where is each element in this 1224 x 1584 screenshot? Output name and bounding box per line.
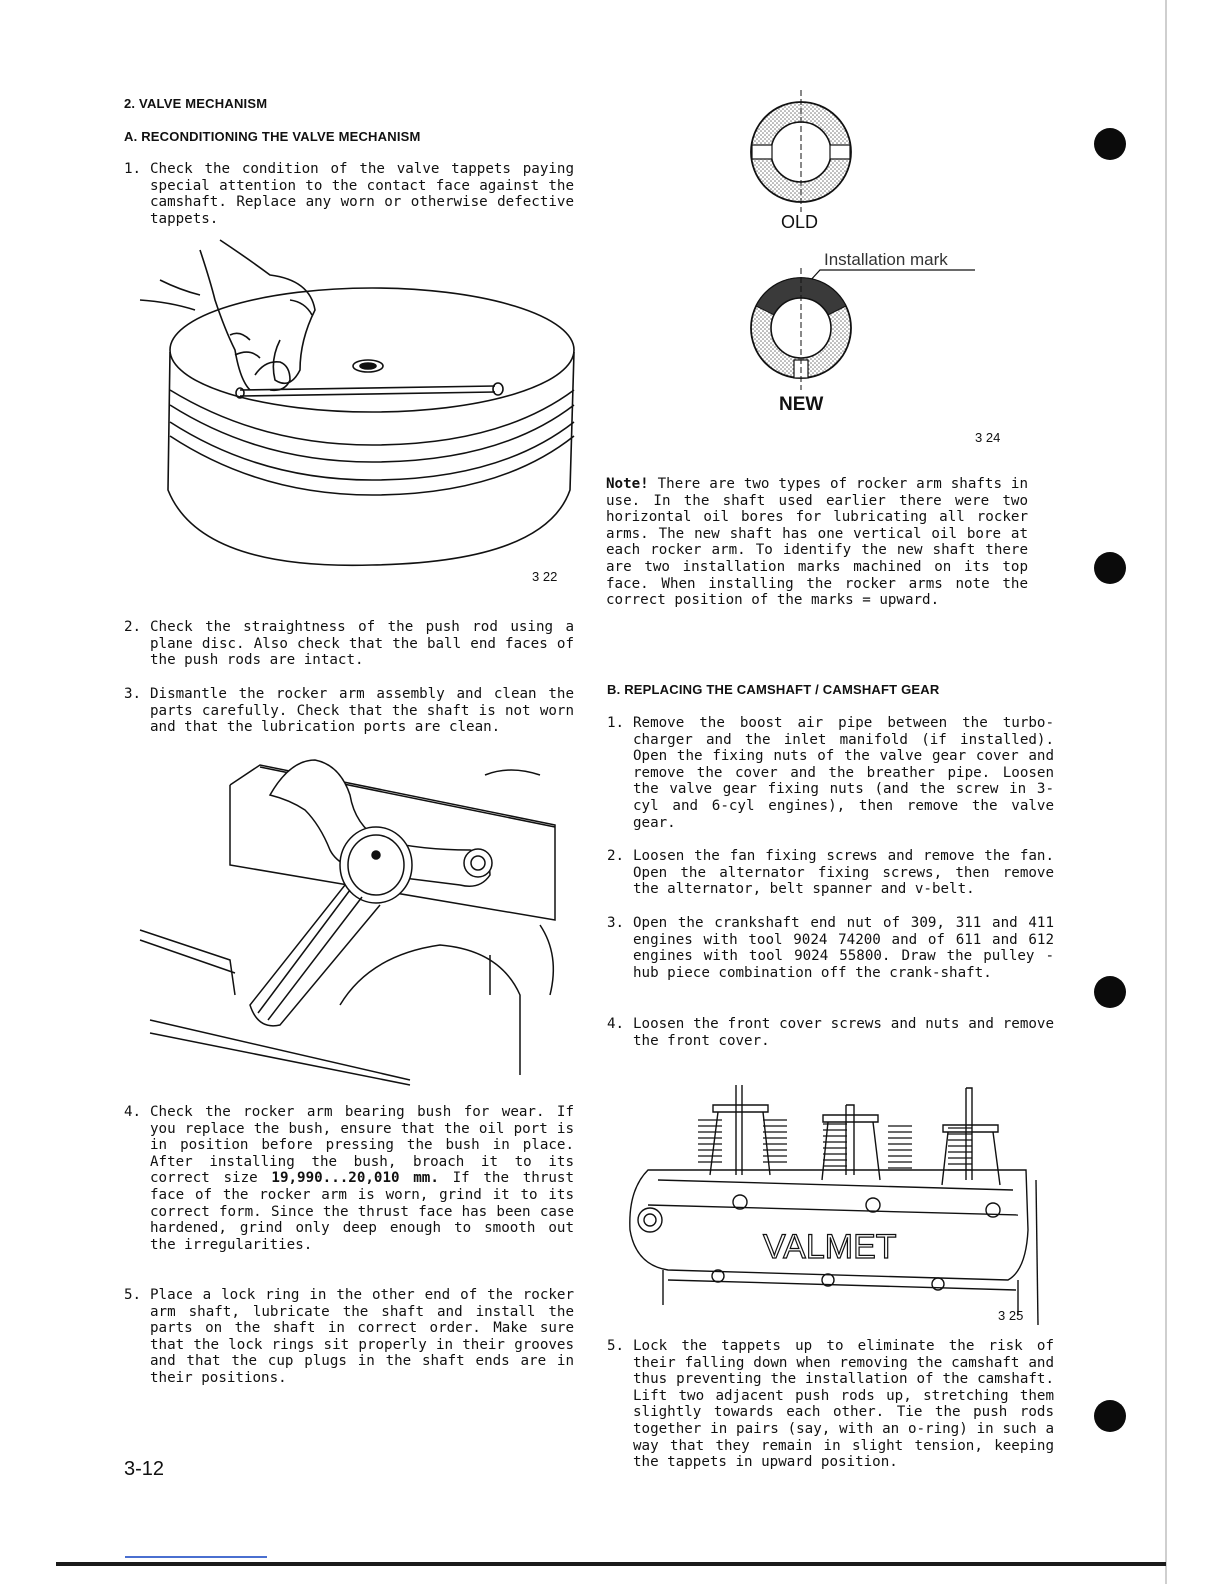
left-item-1-text: Check the condition of the valve tappets paying special attention to the contact face against the camshaft. Replace any worn or otherwise defective tappets.: [150, 161, 574, 227]
left-item-5-text: Place a lock ring in the other end of the rocker arm shaft, lubricate the shaft and install the parts on the shaft in correct order. Make sure that the lock rings sit properly in their grooves and that the cup plugs in the shaft ends are in their positions.: [150, 1287, 574, 1386]
left-item-5: [124, 1287, 574, 1387]
right-item-3: [607, 915, 1054, 981]
new-shaft-cross-section: [748, 268, 858, 388]
right-item-2-text: Loosen the fan fixing screws and remove the fan. Open the alternator fixing screws, then remove the alternator, belt spanner and v-belt.: [633, 848, 1054, 898]
note-paragraph: [606, 476, 1028, 609]
rocker-arm-illustration: [140, 755, 565, 1085]
left-item-3-text: Dismantle the rocker arm assembly and clean the parts carefully. Check that the shaft is not worn and that the lubrication ports are clean.: [150, 686, 574, 736]
binder-hole-1: [1094, 128, 1126, 160]
new-shaft-label: NEW: [779, 394, 824, 415]
subsection-a-title: A. RECONDITIONING THE VALVE MECHANISM: [124, 129, 421, 144]
right-item-1: [607, 715, 1054, 831]
section-title: 2. VALVE MECHANISM: [124, 96, 268, 111]
figure-324-caption: 3 24: [975, 430, 1001, 445]
note-text: There are two types of rocker arm shafts in use. In the shaft used earlier there were two horizontal oil bores for lubricating all rocker arms. The new shaft has one vertical oil bore at each rocker arm. To identify the new shaft there are two installation marks machined on its top face. When installing the rocker arms note the correct position of the marks = upward.: [606, 476, 1028, 609]
left-item-1-number: 1.: [124, 161, 142, 177]
left-item-3-number: 3.: [124, 686, 142, 702]
note-label: Note!: [606, 476, 649, 492]
right-item-1-number: 1.: [607, 715, 625, 731]
left-item-4-text-after: If the thrust face of the rocker arm is worn, grind it to its correct form. Since the thrust face has been case hardened, grind only deep enough to smooth out the irregularities.: [150, 1170, 574, 1253]
left-item-1: [124, 161, 574, 227]
left-item-4-bush-size: 19,990...20,010 mm.: [271, 1170, 439, 1187]
binder-hole-3: [1094, 976, 1126, 1008]
right-edge-line: [1165, 0, 1167, 1584]
right-item-4: [607, 1016, 1054, 1049]
valmet-logo-text: VALMET: [763, 1228, 897, 1266]
left-item-4-number: 4.: [124, 1104, 142, 1120]
left-item-2-number: 2.: [124, 619, 142, 635]
left-item-2: [124, 619, 574, 669]
old-shaft-label: OLD: [781, 212, 819, 232]
page-number: 3-12: [124, 1458, 165, 1480]
left-item-4-text-before: Check the rocker arm bearing bush for wear. If you replace the bush, ensure that the oil port is in position before pressing the bush in place. After installing the bush, broach it to its correct size: [150, 1104, 574, 1187]
right-item-2-number: 2.: [607, 848, 625, 864]
left-item-4: [124, 1104, 574, 1253]
figure-325-caption: 3 25: [998, 1308, 1024, 1323]
pushrod-disc-illustration: [140, 240, 580, 585]
right-item-5-text: Lock the tappets up to eliminate the risk of their falling down when removing the camshaft and thus preventing the installation of the camshaft. Lift two adjacent push rods up, stretching them slightly towards each other. Tie the push rods together in pairs (say, with an o-ring) in such a way that they remain in slight tension, keeping the tappets in upward position.: [633, 1338, 1054, 1471]
right-item-2: [607, 848, 1054, 898]
right-item-3-text: Open the crankshaft end nut of 309, 311 and 411 engines with tool 9024 74200 and of 611 and 612 engines with tool 9024 55800. Draw the pulley - hub piece combination off the crank-shaft.: [633, 915, 1054, 981]
cylinder-head-illustration: [618, 1080, 1048, 1325]
old-shaft-cross-section: [748, 90, 858, 210]
right-item-4-text: Loosen the front cover screws and nuts and remove the front cover.: [633, 1016, 1054, 1049]
right-item-5-number: 5.: [607, 1338, 625, 1354]
right-item-1-text: Remove the boost air pipe between the turbo-charger and the inlet manifold (if installed). Open the fixing nuts of the valve gear cover and remove the cover and the breather pipe. Loosen the valve gear fixing nuts (and the screw in 3-cyl and 6-cyl engines), then remove the valve gear.: [633, 715, 1054, 831]
binder-hole-4: [1094, 1400, 1126, 1432]
left-item-2-text: Check the straightness of the push rod using a plane disc. Also check that the ball end faces of the push rods are intact.: [150, 619, 574, 669]
figure-322-caption: 3 22: [532, 569, 558, 584]
right-item-3-number: 3.: [607, 915, 625, 931]
right-item-5: [607, 1338, 1054, 1471]
bottom-edge-line: [56, 1562, 1166, 1566]
left-item-3: [124, 686, 574, 736]
right-item-4-number: 4.: [607, 1016, 625, 1032]
binder-hole-2: [1094, 552, 1126, 584]
installation-mark-label: Installation mark: [824, 250, 948, 269]
left-item-5-number: 5.: [124, 1287, 142, 1303]
subsection-b-title: B. REPLACING THE CAMSHAFT / CAMSHAFT GEAR: [607, 682, 940, 697]
bottom-blue-mark: [125, 1556, 267, 1558]
